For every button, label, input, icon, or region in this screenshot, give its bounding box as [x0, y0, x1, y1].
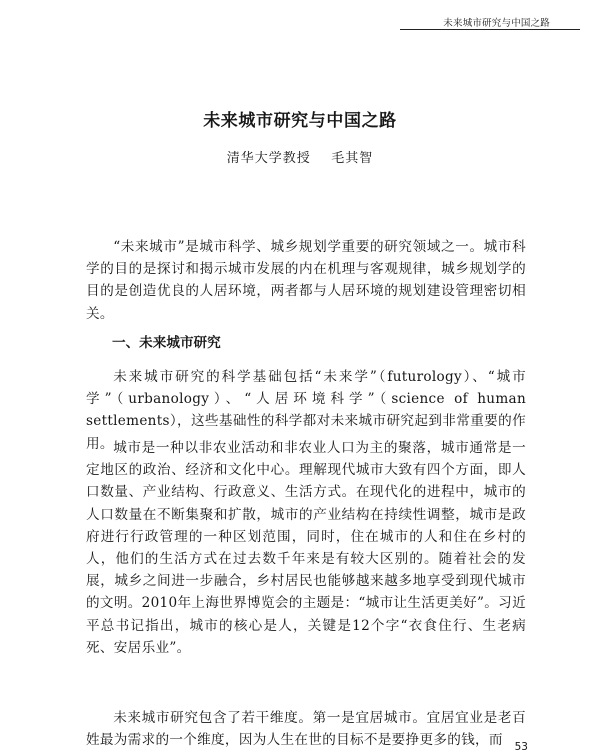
- header-rule: [400, 29, 580, 30]
- body-paragraph-1: “未来城市”是城市科学、城乡规划学重要的研究领域之一。城市科学的目的是探讨和揭示城市发展的内在机理与客观规律，城乡规划学的目的是创造优良的人居环境，两者都与人居环境的规划建设管理密切相关。: [86, 239, 526, 322]
- author-byline: 清华大学教授 毛其智: [226, 151, 374, 166]
- section-heading: 一、未来城市研究: [112, 335, 221, 351]
- body-paragraph-3: 城市是一种以非农业活动和非农业人口为主的聚落，城市通常是一定地区的政治、经济和文化中心。理解现代城市大致有四个方面，即人口数量、产业结构、行政意义、生活方式。在现代化的进程中，城市的人口数量在不断集聚和扩散，城市的产业结构在持续性调整，城市是政府进行行政管理的一种区划范围，同时，住在城市的人和住在乡村的人，他们的生活方式在过去数千年来是有较大区别的。随着社会的发展，城乡之间进一步融合，乡村居民也能够越来越多地享受到现代城市的文明。2010年上海世界博览会的主题是：“城市让生活更美好”。习近平总书记指出，城市的核心是人，关键是12个字“衣食住行、生老病死、安居乐业”。: [86, 440, 526, 656]
- body-paragraph-2: 未来城市研究的科学基础包括“未来学”（futurology）、“城市学”（urbanology）、“人居环境科学”（science of human settlements），这些基础性的科学都对未来城市研究起到非常重要的作用。: [86, 369, 526, 452]
- running-header-title: 未来城市研究与中国之路: [443, 18, 550, 29]
- running-header: [400, 10, 580, 30]
- page-number: 53: [514, 741, 528, 753]
- body-paragraph-4: 未来城市研究包含了若干维度。第一是宜居城市。宜居宜业是老百姓最为需求的一个维度，因为人生在世的目标不是要挣更多的钱，而: [86, 710, 526, 749]
- article-title: 未来城市研究与中国之路: [203, 111, 397, 131]
